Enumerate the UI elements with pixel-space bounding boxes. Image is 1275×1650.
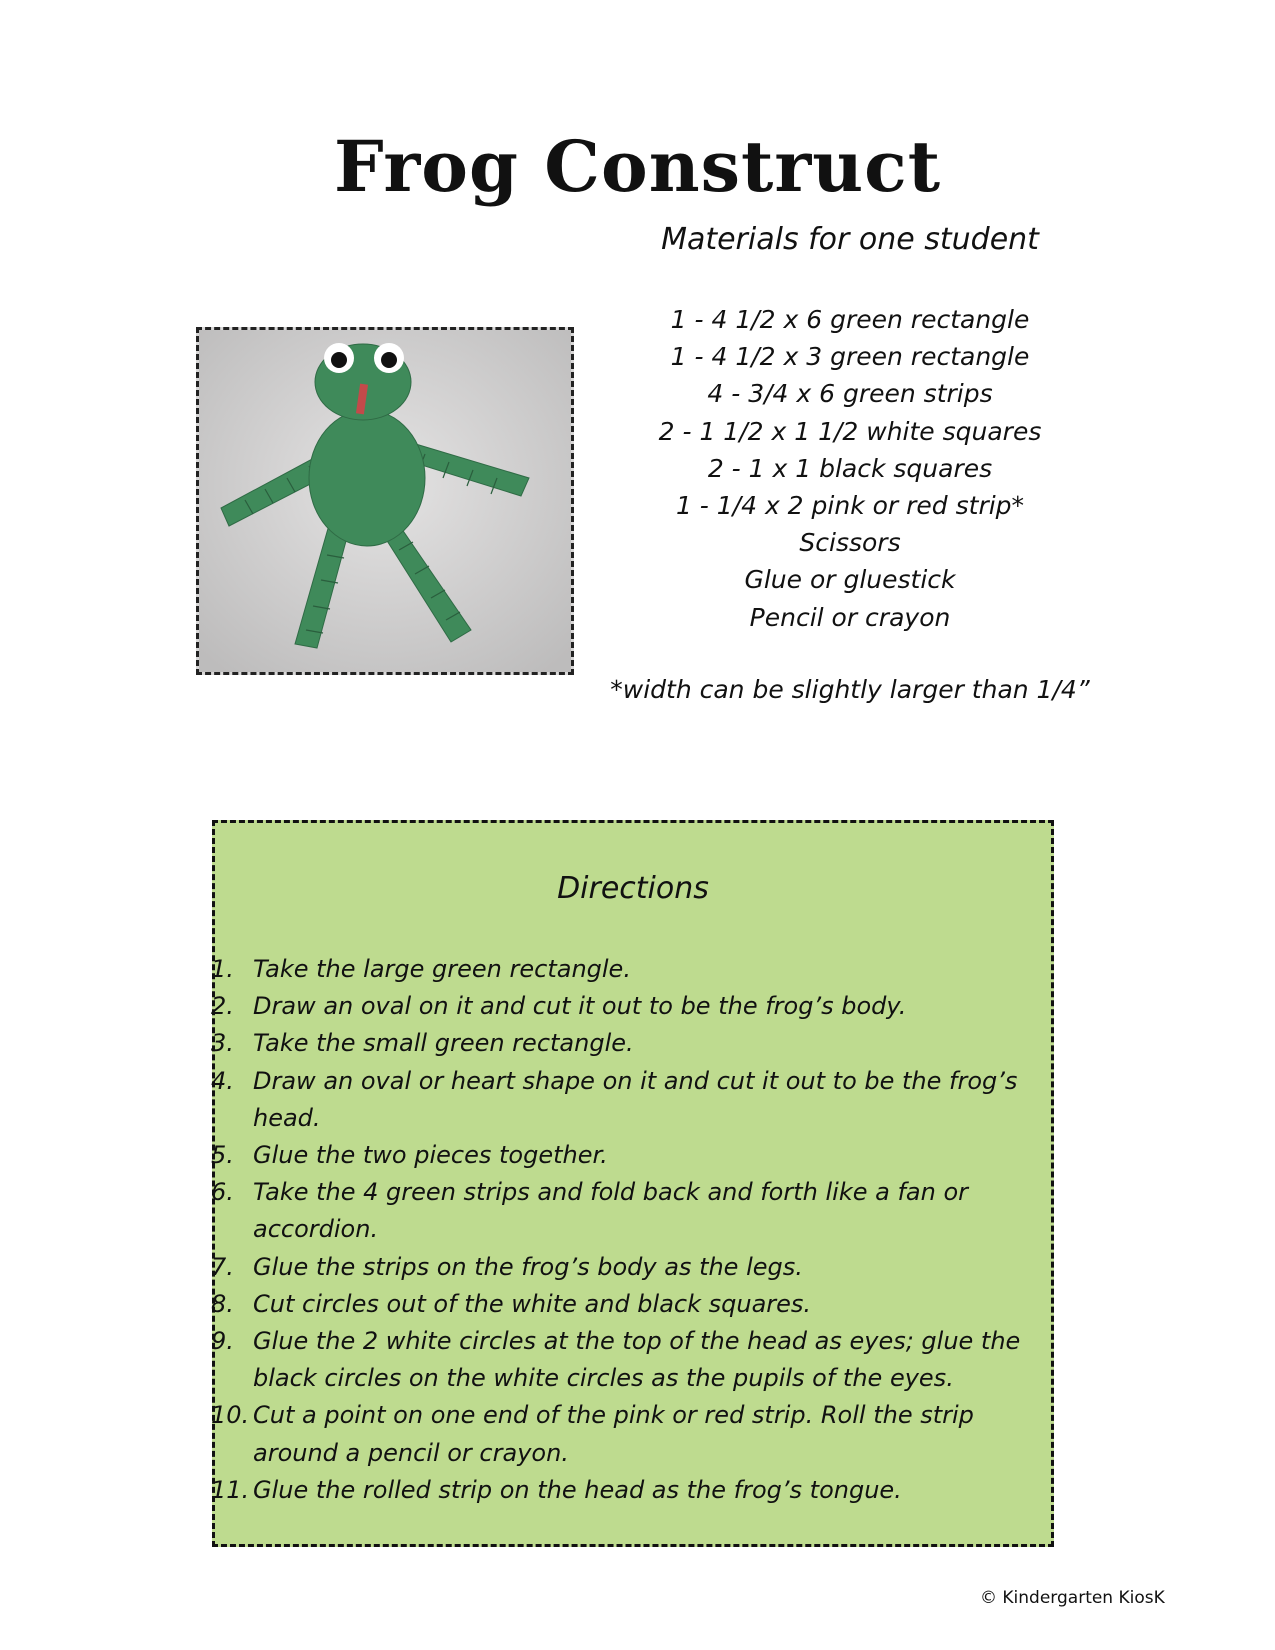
- step-text: Draw an oval on it and cut it out to be the frog’s body.: [253, 992, 907, 1021]
- material-item: 4 - 3/4 x 6 green strips: [707, 379, 993, 409]
- materials-section: [610, 222, 1090, 708]
- materials-note: *width can be slightly larger than 1/4”: [610, 674, 1090, 704]
- material-item: 2 - 1 1/2 x 1 1/2 white squares: [658, 416, 1042, 446]
- material-item: 1 - 4 1/2 x 6 green rectangle: [670, 305, 1030, 334]
- direction-step: [211, 1323, 1035, 1397]
- material-item: Pencil or crayon: [749, 602, 951, 632]
- direction-step: [211, 1286, 1035, 1323]
- materials-list: [610, 301, 1090, 636]
- step-text: Glue the rolled strip on the head as the frog’s tongue.: [253, 1475, 902, 1504]
- copyright-notice: © Kindergarten KiosK: [980, 1588, 1165, 1608]
- directions-list: [211, 951, 1035, 1509]
- step-number: 1.: [211, 955, 234, 983]
- direction-step: [211, 1174, 1035, 1248]
- direction-step: [211, 1397, 1035, 1471]
- material-item: Scissors: [799, 528, 901, 558]
- direction-step: [211, 951, 1035, 988]
- step-number: 3.: [211, 1029, 234, 1058]
- step-text: Take the large green rectangle.: [253, 955, 631, 983]
- step-number: 11.: [211, 1475, 250, 1504]
- material-item: 1 - 1/4 x 2 pink or red strip*: [675, 491, 1025, 521]
- step-number: 8.: [211, 1289, 234, 1318]
- step-text: Cut circles out of the white and black squares.: [253, 1289, 812, 1318]
- material-item: 1 - 4 1/2 x 3 green rectangle: [670, 342, 1030, 372]
- step-text: Take the 4 green strips and fold back and forth like a fan or accordion.: [253, 1178, 968, 1244]
- direction-step: [211, 1025, 1035, 1062]
- directions-box: [212, 820, 1054, 1547]
- direction-step: [211, 1249, 1035, 1286]
- step-text: Glue the two pieces together.: [253, 1141, 608, 1170]
- step-number: 6.: [211, 1178, 234, 1207]
- directions-heading: Directions: [557, 871, 709, 906]
- direction-step: [211, 1472, 1035, 1509]
- material-item: 2 - 1 x 1 black squares: [707, 453, 993, 483]
- direction-step: [211, 1137, 1035, 1174]
- step-number: 5.: [211, 1141, 234, 1170]
- frog-craft-photo: [196, 327, 574, 675]
- step-number: 9.: [211, 1327, 234, 1356]
- step-text: Draw an oval or heart shape on it and cut it out to be the frog’s head.: [253, 1066, 1018, 1132]
- materials-heading: Materials for one student: [661, 222, 1039, 257]
- step-number: 10.: [211, 1401, 250, 1430]
- step-text: Take the small green rectangle.: [253, 1029, 634, 1058]
- step-text: Cut a point on one end of the pink or red strip. Roll the strip around a pencil or crayon.: [253, 1401, 974, 1467]
- step-number: 7.: [211, 1252, 234, 1281]
- step-number: 4.: [211, 1066, 234, 1095]
- direction-step: [211, 988, 1035, 1025]
- direction-step: [211, 1063, 1035, 1137]
- step-number: 2.: [211, 992, 234, 1021]
- step-text: Glue the 2 white circles at the top of the head as eyes; glue the black circles on the white circles as the pupils of the eyes.: [253, 1327, 1021, 1393]
- material-item: Glue or gluestick: [744, 565, 956, 595]
- page-title: Frog Construct: [333, 124, 942, 208]
- step-text: Glue the strips on the frog’s body as the legs.: [253, 1252, 803, 1281]
